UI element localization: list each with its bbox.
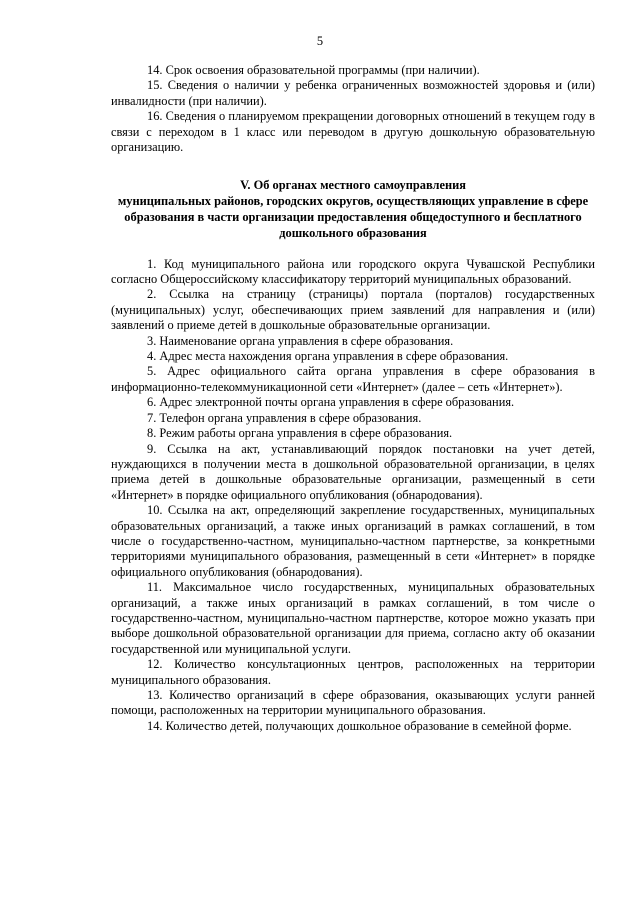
list-item: 10. Ссылка на акт, определяющий закрепление государственных, муниципальных образовательных организаций, а также иных организаций в рамках соглашений, в том числе о государственно-частном, муниципально-частном партнерстве, за конкретными территориями муниципального образования, размещенный в сети «Интернет» в порядке официального опубликования (обнародования).: [111, 503, 595, 579]
document-body: [111, 63, 595, 734]
section-heading-title: V. Об органах местного самоуправления: [240, 178, 466, 193]
list-item: 12. Количество консультационных центров, расположенных на территории муниципального образования.: [111, 657, 595, 687]
list-item: 5. Адрес официального сайта органа управления в сфере образования в информационно-телекоммуникационной сети «Интернет» (далее – сеть «Интернет»).: [111, 364, 595, 394]
list-item: 4. Адрес места нахождения органа управления в сфере образования.: [147, 349, 509, 364]
list-item: 9. Ссылка на акт, устанавливающий порядок постановки на учет детей, нуждающихся в получении места в дошкольной образовательной организации, в целях приема детей в дошкольные образовательные организации, размещенный в сети «Интернет» в порядке официального опубликования (обнародования).: [111, 441, 595, 502]
list-item: 8. Режим работы органа управления в сфере образования.: [147, 426, 453, 441]
section-heading: [111, 178, 595, 241]
list-item: 14. Срок освоения образовательной программы (при наличии).: [147, 63, 480, 77]
section-heading-subtitle: муниципальных районов, городских округов, осуществляющих управление в сфере образования в части организации предоставления общедоступного и бесплатного дошкольного образования: [117, 194, 589, 240]
list-item: 15. Сведения о наличии у ребенка ограниченных возможностей здоровья и (или) инвалидности (при наличии).: [111, 78, 595, 108]
page-number: 5: [316, 34, 324, 48]
list-item: 14. Количество детей, получающих дошкольное образование в семейной форме.: [147, 718, 572, 733]
list-item: 16. Сведения о планируемом прекращении договорных отношений в текущем году в связи с переходом в 1 класс или переводом в другую дошкольную образовательную организацию.: [111, 109, 595, 155]
list-item: 11. Максимальное число государственных, муниципальных образовательных организаций, а также иных организаций в рамках соглашений, в том числе о государственно-частном, муниципально-частном партнерстве, которое можно указать при выборе дошкольной образовательной организации для приема, согласно акту об оказании государственной или муниципальной услуги.: [111, 580, 595, 656]
list-item: 2. Ссылка на страницу (страницы) портала (порталов) государственных (муниципальных) услуг, обеспечивающих прием заявлений для направления и (или) заявлений о приеме детей в дошкольные образовательные организации.: [111, 287, 595, 333]
list-item: 1. Код муниципального района или городского округа Чувашской Республики согласно Общероссийскому классификатору территорий муниципальных образований.: [111, 256, 595, 287]
list-item: 7. Телефон органа управления в сфере образования.: [147, 410, 422, 425]
list-item: 13. Количество организаций в сфере образования, оказывающих услуги ранней помощи, расположенных на территории муниципального образования.: [111, 688, 595, 718]
list-item: 6. Адрес электронной почты органа управления в сфере образования.: [147, 395, 515, 410]
list-item: 3. Наименование органа управления в сфере образования.: [147, 333, 454, 348]
